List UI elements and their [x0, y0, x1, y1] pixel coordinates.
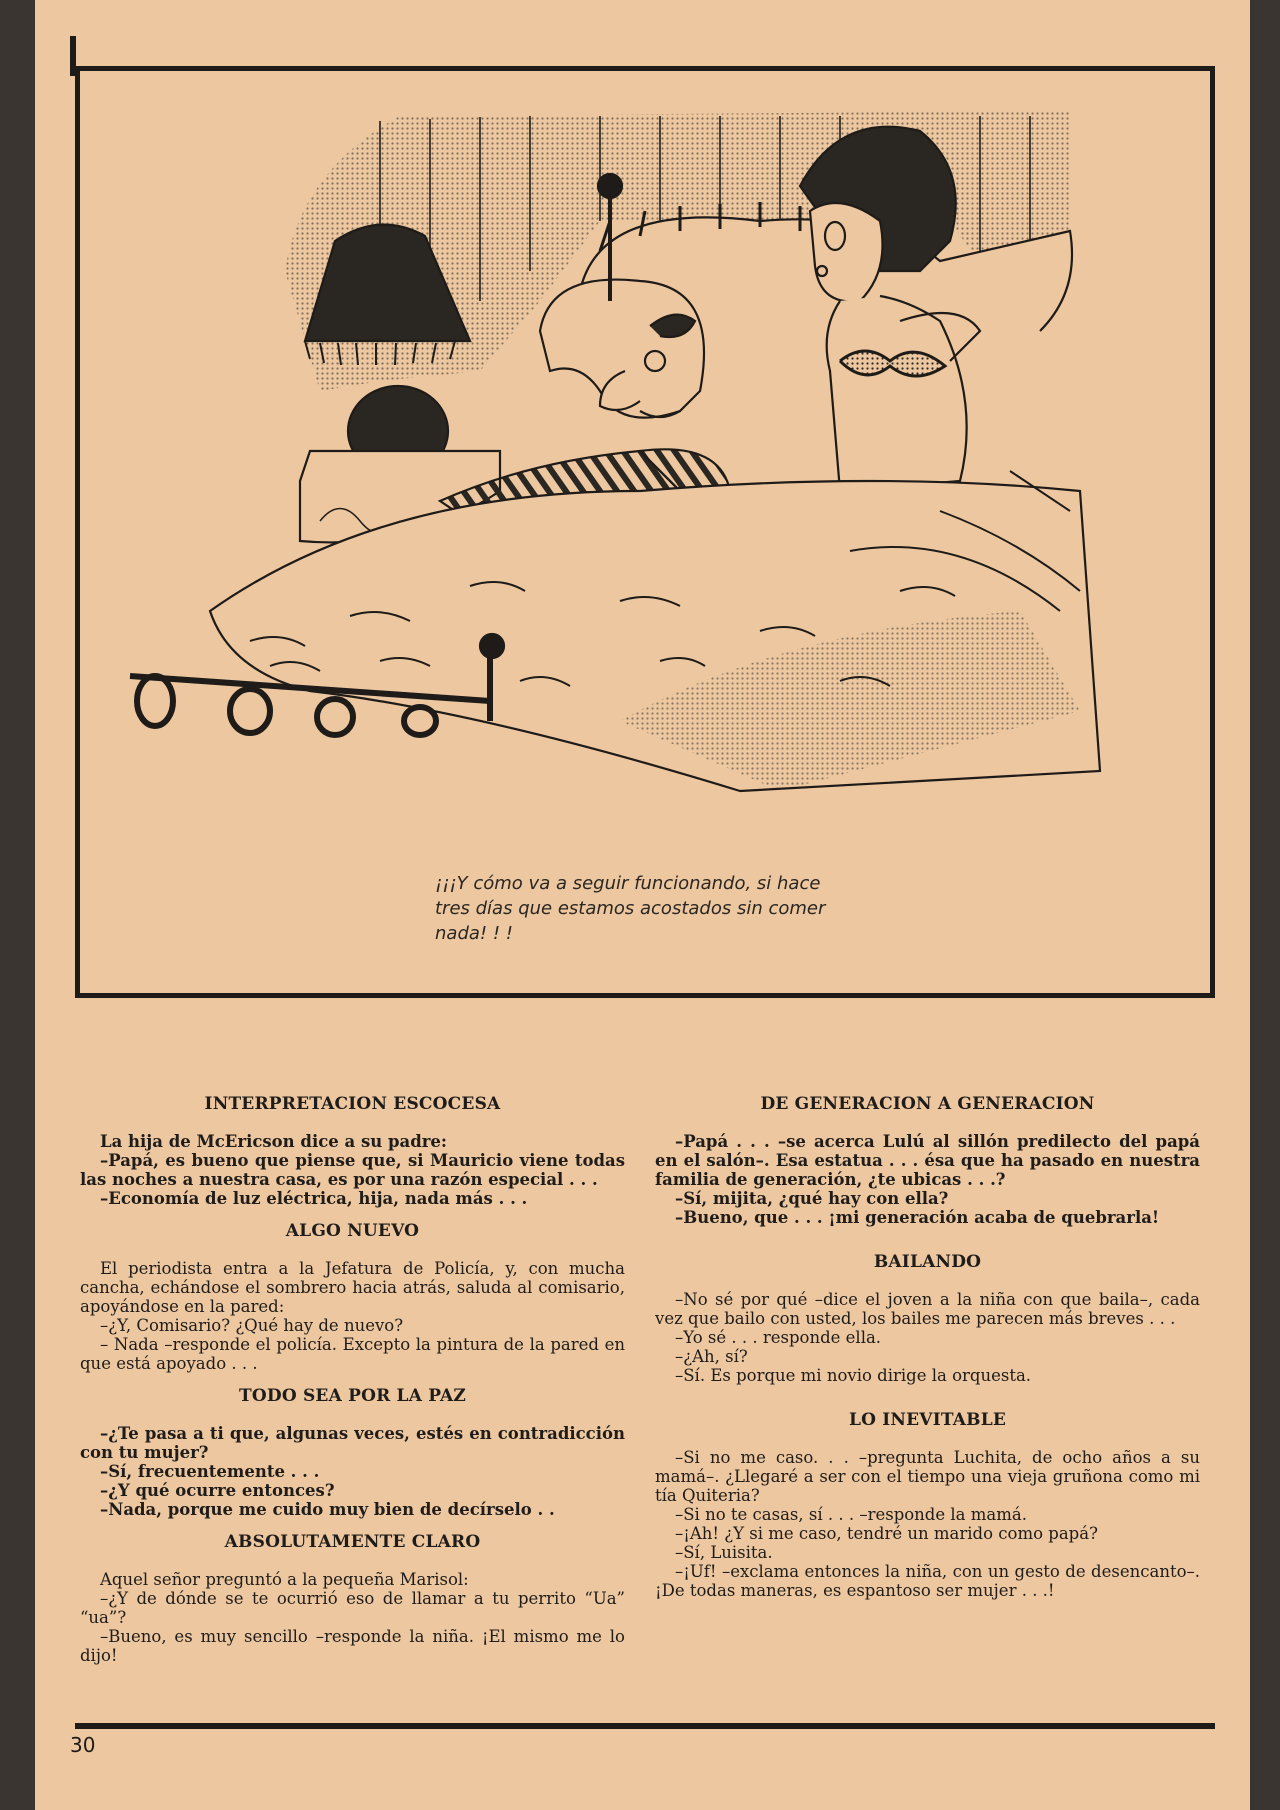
- joke-paragraph: –Sí, frecuentemente . . .: [100, 1462, 320, 1481]
- joke-paragraph: –Nada, porque me cuido muy bien de decírselo . .: [100, 1500, 555, 1519]
- joke-paragraph: –¿Y, Comisario? ¿Qué hay de nuevo?: [100, 1316, 404, 1335]
- joke-absolutamente-claro: [80, 1533, 625, 1665]
- joke-paragraph: La hija de McEricson dice a su padre:: [100, 1132, 448, 1151]
- joke-paragraph: –Sí. Es porque mi novio dirige la orquesta.: [675, 1366, 1032, 1385]
- joke-paragraph: –¿Te pasa a ti que, algunas veces, estés en contradicción con tu mujer?: [80, 1424, 625, 1462]
- left-column: [80, 1095, 625, 1679]
- cartoon-frame: [75, 66, 1215, 998]
- joke-paragraph: –Si no me caso. . . –pregunta Luchita, de ocho años a su mamá–. ¿Llegaré a ser con el tiempo una vieja gruñona como mi tía Quiteria?: [655, 1448, 1200, 1505]
- joke-paragraph: –¡Uf! –exclama entonces la niña, con un gesto de desencanto–. ¡De todas maneras, es espantoso ser mujer . . .!: [655, 1562, 1200, 1600]
- joke-paragraph: –Si no te casas, sí . . . –responde la mamá.: [675, 1505, 1027, 1524]
- joke-heading: INTERPRETACION ESCOCESA: [204, 1094, 501, 1114]
- joke-heading: ALGO NUEVO: [285, 1221, 420, 1241]
- joke-interpretacion-escocesa: [80, 1095, 625, 1208]
- joke-paragraph: –Economía de luz eléctrica, hija, nada más . . .: [100, 1189, 528, 1208]
- joke-heading: BAILANDO: [873, 1252, 982, 1272]
- joke-paragraph: – Nada –responde el policía. Excepto la pintura de la pared en que está apoyado . . .: [80, 1335, 625, 1373]
- right-column: [655, 1095, 1200, 1614]
- joke-paragraph: Aquel señor preguntó a la pequeña Marisol:: [100, 1570, 469, 1589]
- joke-paragraph: –¿Y de dónde se te ocurrió eso de llamar a tu perrito “Ua” “ua”?: [80, 1589, 625, 1627]
- joke-todo-sea-por-la-paz: [80, 1387, 625, 1519]
- joke-paragraph: –Sí, mijita, ¿qué hay con ella?: [675, 1189, 949, 1208]
- joke-paragraph: El periodista entra a la Jefatura de Policía, y, con mucha cancha, echándose el sombrero hacia atrás, saluda al comisario, apoyándose en la pared:: [80, 1259, 625, 1316]
- magazine-page: [35, 0, 1250, 1810]
- joke-paragraph: –Sí, Luisita.: [675, 1543, 773, 1562]
- joke-heading: TODO SEA POR LA PAZ: [239, 1386, 466, 1406]
- joke-bailando: [655, 1253, 1200, 1385]
- joke-paragraph: –¿Ah, sí?: [675, 1347, 748, 1366]
- joke-paragraph: –Bueno, que . . . ¡mi generación acaba de quebrarla!: [675, 1208, 1160, 1227]
- joke-paragraph: –Papá, es bueno que piense que, si Mauricio viene todas las noches a nuestra casa, es por una razón especial . . .: [80, 1151, 625, 1189]
- cartoon-illustration: [80, 71, 1210, 851]
- joke-lo-inevitable: [655, 1411, 1200, 1600]
- joke-paragraph: –No sé por qué –dice el joven a la niña con que baila–, cada vez que bailo con usted, los bailes me parecen más breves . . .: [655, 1290, 1200, 1328]
- joke-heading: ABSOLUTAMENTE CLARO: [224, 1532, 481, 1552]
- joke-paragraph: –¡Ah! ¿Y si me caso, tendré un marido como papá?: [675, 1524, 1098, 1543]
- joke-heading: DE GENERACION A GENERACION: [760, 1094, 1095, 1114]
- joke-paragraph: –Bueno, es muy sencillo –responde la niña. ¡El mismo me lo dijo!: [80, 1627, 625, 1665]
- joke-paragraph: –Papá . . . –se acerca Lulú al sillón predilecto del papá en el salón–. Esa estatua . . . ésa que ha pasado en nuestra familia de generación, ¿te ubicas . . .?: [655, 1132, 1200, 1189]
- bottom-rule: [75, 1723, 1215, 1729]
- joke-paragraph: –Yo sé . . . responde ella.: [675, 1328, 882, 1347]
- joke-algo-nuevo: [80, 1222, 625, 1373]
- joke-paragraph: –¿Y qué ocurre entonces?: [100, 1481, 335, 1500]
- joke-de-generacion-a-generacion: [655, 1095, 1200, 1227]
- page-number: 30: [70, 1733, 96, 1757]
- joke-heading: LO INEVITABLE: [848, 1410, 1007, 1430]
- cartoon-caption: ¡¡¡Y cómo va a seguir funcionando, si hace tres días que estamos acostados sin comer nada! ! !: [435, 873, 826, 944]
